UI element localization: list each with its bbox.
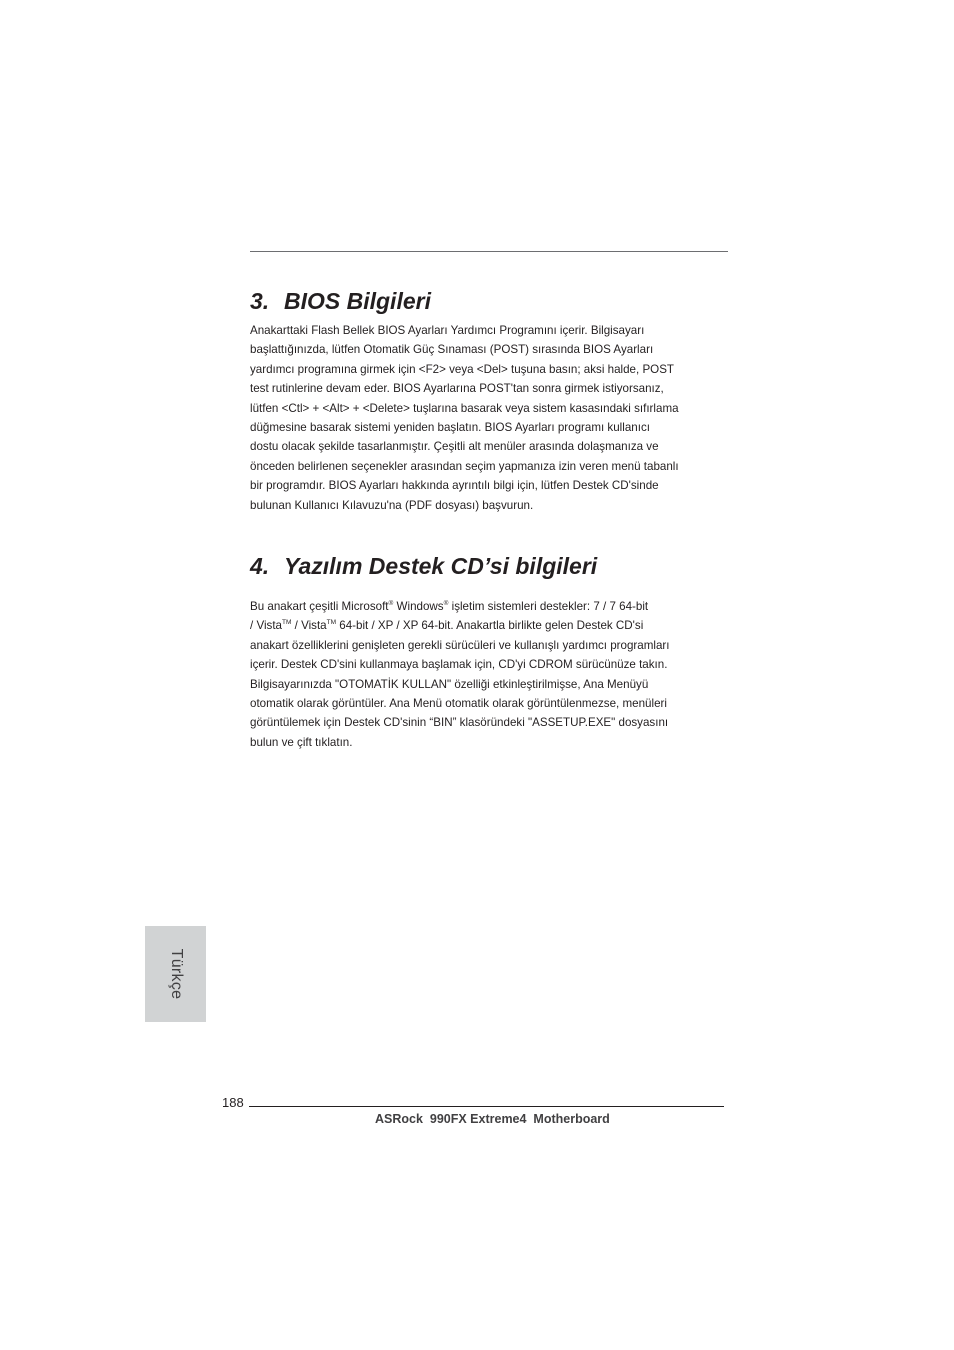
registered-mark: ® — [388, 600, 394, 607]
section-3-line: bulunan Kullanıcı Kılavuzu'na (PDF dosyası) başvurun. — [250, 498, 534, 512]
section-3-line: Anakarttaki Flash Bellek BIOS Ayarları Yardımcı Programını içerir. Bilgisayarı — [250, 324, 645, 337]
section-3-heading — [250, 286, 431, 316]
section-3-line: lütfen <Ctl> + <Alt> + <Delete> tuşlarına basarak veya sistem kasasındaki sıfırlama — [250, 401, 679, 415]
section-4-line: bulun ve çift tıklatın. — [250, 735, 353, 749]
line-text: / Vista — [291, 619, 327, 633]
registered-mark: ® — [443, 600, 449, 607]
page-number: 188 — [222, 1095, 244, 1110]
section-4-line: Bilgisayarınızda "OTOMATİK KULLAN" özelliği etkinleştirilmişse, Ana Menüyü — [250, 677, 649, 691]
section-3-body — [250, 321, 728, 515]
section-4-line: görüntülemek için Destek CD'sinin “BIN” klasöründeki "ASSETUP.EXE" dosyasını — [250, 716, 669, 730]
line-text: / Vista — [250, 619, 283, 633]
section-3-line: başlattığınızda, lütfen Otomatik Güç Sınaması (POST) sırasında BIOS Ayarları — [250, 343, 654, 357]
section-4-heading — [250, 551, 597, 581]
section-4-body — [250, 597, 728, 752]
section-4-line — [250, 616, 728, 635]
language-tab — [145, 926, 206, 1022]
line-text: Windows — [393, 600, 444, 613]
section-3-line: test rutinlerine devam eder. BIOS Ayarlarına POST'tan sonra girmek istiyorsanız, — [250, 382, 664, 396]
section-4-title: Yazılım Destek CD’si bilgileri — [284, 553, 598, 579]
section-3-title: BIOS Bilgileri — [284, 288, 431, 314]
section-4-number: 4. — [250, 553, 270, 579]
section-3-line: bir programdır. BIOS Ayarları hakkında ayrıntılı bilgi için, lütfen Destek CD'sinde — [250, 479, 659, 493]
footer-product-name: ASRock 990FX Extreme4 Motherboard — [375, 1112, 610, 1126]
section-4-line — [250, 597, 728, 616]
top-divider — [250, 251, 728, 252]
footer-divider — [249, 1106, 724, 1107]
section-4-line: anakart özelliklerini genişleten gerekli sürücüleri ve kullanışlı yardımcı programları — [250, 638, 670, 652]
section-3-line: önceden belirlenen seçenekler arasından seçim yapmanıza izin veren menü tabanlı — [250, 459, 679, 473]
section-4-line: içerir. Destek CD'sini kullanmaya başlamak için, CD'yi CDROM sürücünüze takın. — [250, 658, 668, 672]
section-3-line: düğmesine basarak sistemi yeniden başlatın. BIOS Ayarları programı kullanıcı — [250, 421, 650, 435]
section-3-line: dostu olacak şekilde tasarlanmıştır. Çeşitli alt menüler arasında dolaşmanıza ve — [250, 440, 659, 454]
section-3-number: 3. — [250, 288, 270, 314]
line-text: Bu anakart çeşitli Microsoft — [250, 600, 389, 613]
language-tab-label: Türkçe — [167, 948, 185, 1000]
line-text: 64-bit / XP / XP 64-bit. Anakartla birlikte gelen Destek CD'si — [336, 619, 644, 633]
line-text: işletim sistemleri destekler: 7 / 7 64-bit — [448, 600, 649, 613]
section-3-line: yardımcı programına girmek için <F2> veya <Del> tuşuna basın; aksi halde, POST — [250, 362, 675, 376]
trademark-mark: TM — [326, 619, 337, 627]
section-4-line: otomatik olarak görüntüler. Ana Menü otomatik olarak görüntülenmezse, menüleri — [250, 697, 667, 711]
trademark-mark: TM — [282, 619, 292, 627]
